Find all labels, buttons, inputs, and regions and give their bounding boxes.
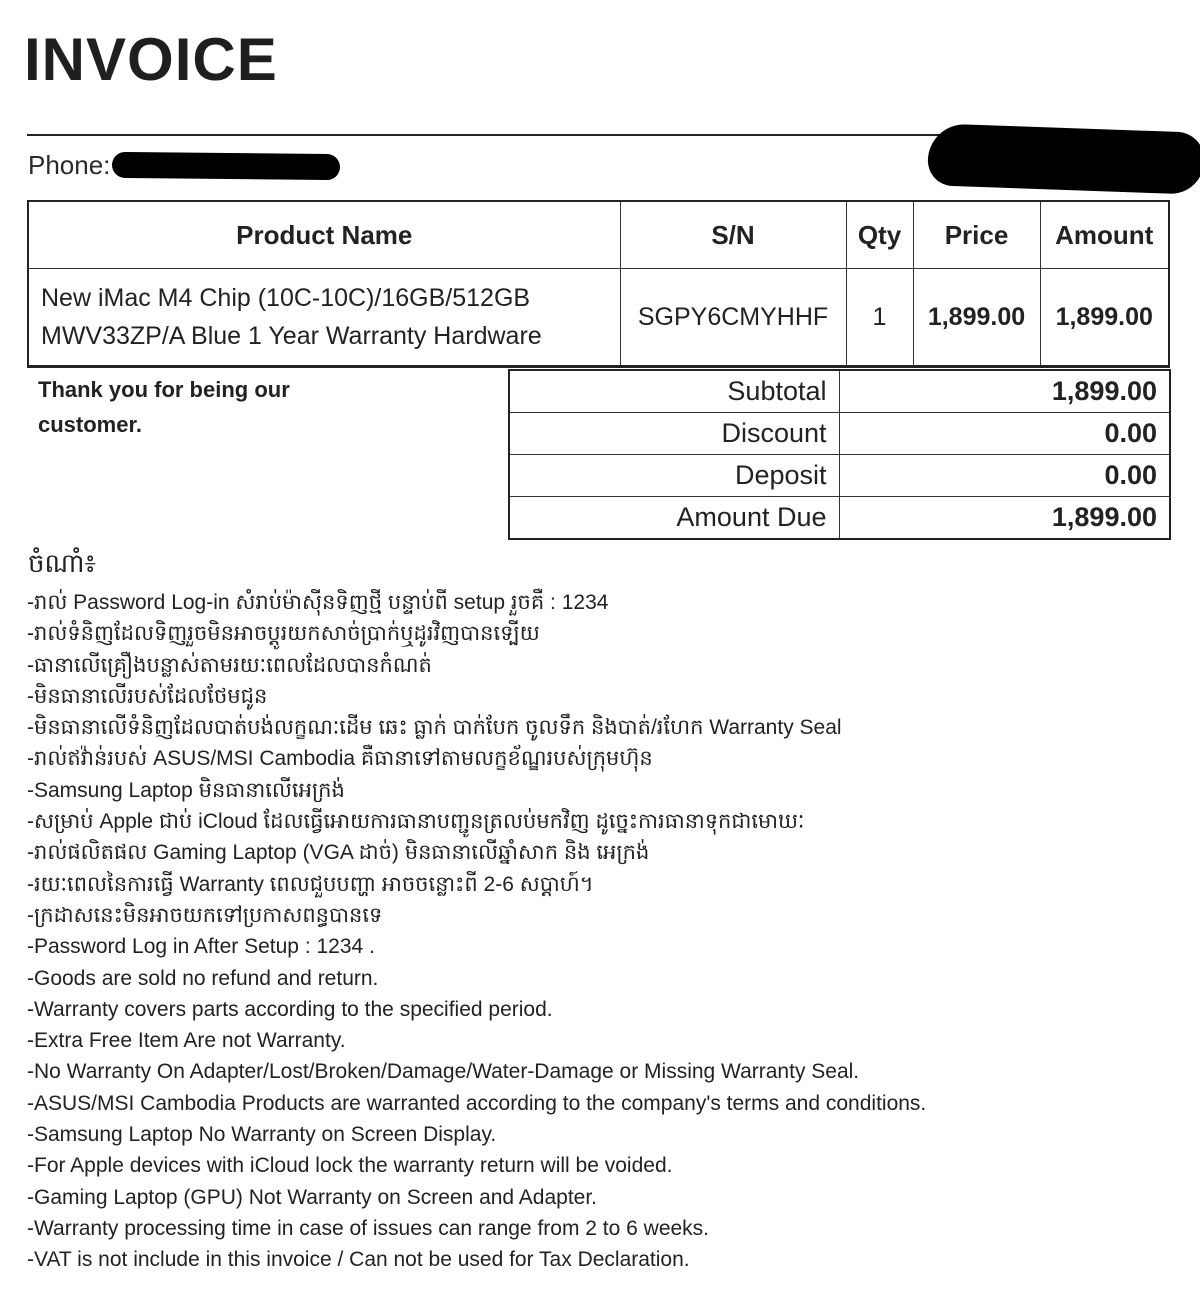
note-line: -Gaming Laptop (GPU) Not Warranty on Screen and Adapter.: [27, 1185, 598, 1209]
totals-row-discount: [509, 413, 1170, 455]
totals-row-amount-due: [509, 497, 1170, 540]
column-header-qty: Qty: [846, 201, 913, 269]
notes-title: ចំណាំ៖: [28, 548, 96, 578]
discount-label: Discount: [509, 413, 839, 455]
note-line: -រាល់ផលិតផល Gaming Laptop (VGA ដាច់) មិនធានាលើឆ្នាំសាក និង អេក្រង់: [27, 841, 650, 865]
note-line: -រាល់ឥវ៉ាន់របស់ ASUS/MSI Cambodia គឺធានាទៅតាមលក្ខខ័ណ្ឌរបស់ក្រុមហ៊ុន: [27, 747, 653, 771]
note-line: -សម្រាប់ Apple ជាប់ iCloud ដែលធ្វើអោយការធានាបញ្ជូនត្រលប់មកវិញ ដូច្នេះការធានាទុកជាមោឃៈ: [27, 810, 805, 834]
discount-value: 0.00: [839, 413, 1170, 455]
totals-row-subtotal: [509, 370, 1170, 413]
note-line: -For Apple devices with iCloud lock the warranty return will be voided.: [27, 1154, 673, 1178]
note-line: -No Warranty On Adapter/Lost/Broken/Damage/Water-Damage or Missing Warranty Seal.: [27, 1060, 860, 1084]
column-header-amount: Amount: [1040, 201, 1169, 269]
phone-label: Phone:: [28, 150, 111, 180]
deposit-value: 0.00: [839, 455, 1170, 497]
product-table-header: [28, 201, 1169, 269]
deposit-label: Deposit: [509, 455, 839, 497]
note-line: -Warranty covers parts according to the specified period.: [27, 997, 553, 1021]
note-line: -Samsung Laptop No Warranty on Screen Display.: [27, 1123, 497, 1147]
invoice-title: INVOICE: [24, 26, 278, 93]
note-line: -រាល់ Password Log-in សំរាប់ម៉ាស៊ីនទិញថ្មី បន្ទាប់ពី setup រួចគឺ : 1234: [27, 591, 609, 614]
note-line: -មិនធានាលើទំនិញដែលបាត់បង់លក្ខណៈដើម ឆេះ ធ្លាក់ បាក់បែក ចូលទឹក និងបាត់/រហែក Warranty Seal: [27, 716, 842, 740]
note-line: -រាល់ទំនិញដែលទិញរួចមិនអាចប្តូរយកសាច់ប្រាក់ឬដូរវិញបានទ្បើយ: [27, 622, 540, 646]
column-header-price: Price: [913, 201, 1040, 269]
subtotal-value: 1,899.00: [839, 370, 1170, 413]
serial-number-cell: SGPY6CMYHHF: [620, 269, 846, 367]
column-header-sn: S/N: [620, 201, 846, 269]
product-name-line-1: New iMac M4 Chip (10C-10C)/16GB/512GB: [41, 284, 531, 312]
table-row: [28, 269, 1169, 367]
thank-you-message: Thank you for being our customer.: [38, 377, 290, 437]
note-line: -VAT is not include in this invoice / Can not be used for Tax Declaration.: [27, 1248, 690, 1272]
totals-row-deposit: [509, 455, 1170, 497]
note-line: -Samsung Laptop មិនធានាលើអេក្រង់: [27, 778, 345, 802]
product-name-line-2: MWV33ZP/A Blue 1 Year Warranty Hardware: [41, 322, 542, 350]
note-line: -Warranty processing time in case of issues can range from 2 to 6 weeks.: [27, 1216, 710, 1240]
quantity-cell: 1: [846, 269, 913, 367]
note-line: -មិនធានាលើរបស់ដែលថែមជូន: [27, 684, 268, 708]
phone-redaction: [112, 152, 340, 180]
note-line: -Password Log in After Setup : 1234 .: [27, 935, 375, 959]
customer-redaction: [927, 123, 1200, 195]
note-line: -រយៈពេលនៃការធ្វើ Warranty ពេលជួបបញ្ហា អាចចន្លោះពី 2-6 សប្តាហ៍។: [27, 872, 594, 896]
amount-due-value: 1,899.00: [839, 497, 1170, 540]
totals-table: [508, 369, 1171, 540]
subtotal-label: Subtotal: [509, 370, 839, 413]
note-line: -ASUS/MSI Cambodia Products are warranted according to the company's terms and conditions.: [27, 1091, 927, 1115]
column-header-product-name: Product Name: [28, 201, 620, 269]
note-line: -Extra Free Item Are not Warranty.: [27, 1029, 346, 1053]
note-line: -Goods are sold no refund and return.: [27, 966, 379, 990]
product-name-cell: [28, 269, 620, 367]
amount-due-label: Amount Due: [509, 497, 839, 540]
note-line: -ក្រដាសនេះមិនអាចយកទៅប្រកាសពន្ធបានទេ: [27, 903, 383, 927]
amount-cell: 1,899.00: [1040, 269, 1169, 367]
note-line: -ធានាលើគ្រឿងបន្លាស់តាមរយៈពេលដែលបានកំណត់: [27, 653, 432, 677]
product-table: [27, 200, 1170, 368]
notes-list: [27, 587, 926, 1276]
price-cell: 1,899.00: [913, 269, 1040, 367]
